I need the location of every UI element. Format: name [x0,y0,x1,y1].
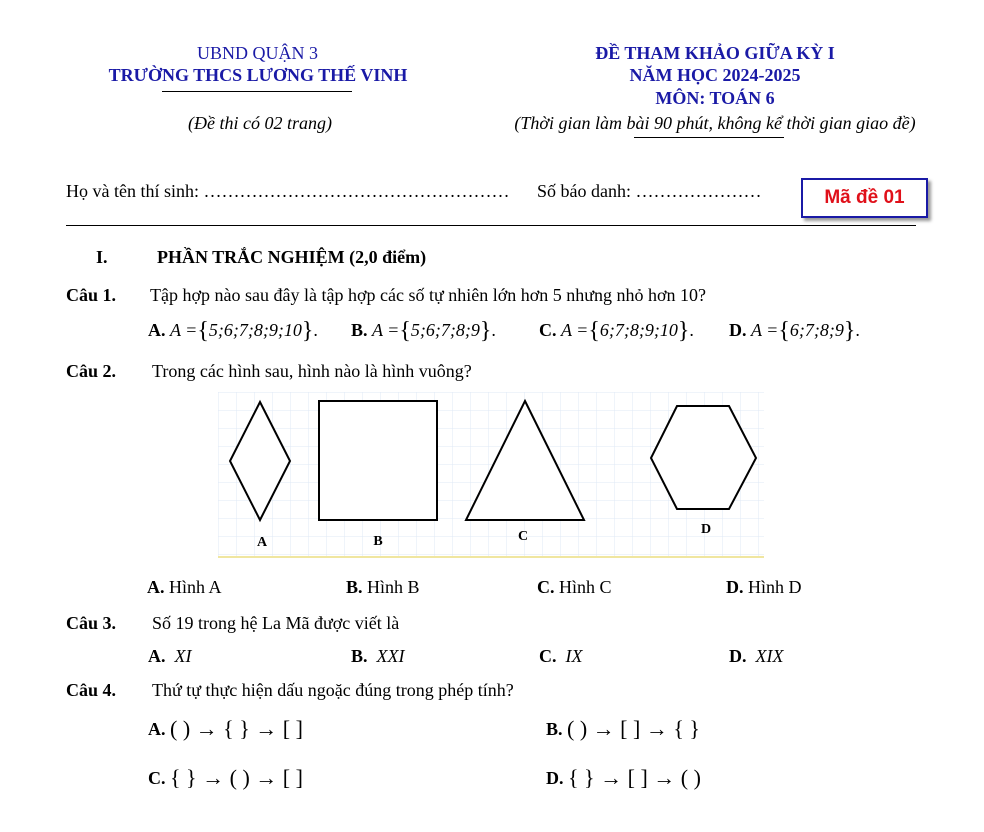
page-count-note: (Đề thi có 02 trang) [188,113,332,133]
q1-option-d[interactable]: D. A ={6;7;8;9}. [729,318,860,344]
figure-label-c: C [517,529,529,544]
time-note: (Thời gian làm bài 90 phút, không kể thời gian giao đề) [514,113,916,133]
figure-label-a: A [256,535,268,550]
exam-title: ĐỀ THAM KHẢO GIỮA KỲ I [595,43,835,63]
question-text: Trong các hình sau, hình nào là hình vuông? [152,361,472,381]
q2-option-a[interactable]: A. Hình A [147,577,222,597]
option-letter: C. [539,320,557,340]
student-id-field: Số báo danh: ………………… [537,181,762,201]
section-number: I. [96,247,108,267]
option-letter: D. [729,320,747,340]
district-name: UBND QUẬN 3 [197,43,318,63]
subject-underline [634,137,784,138]
q2-option-b[interactable]: B. Hình B [346,577,420,597]
q1-option-a[interactable]: A. A ={5;6;7;8;9;10}. [148,318,318,344]
set-name: A = [372,320,400,340]
q1-option-c[interactable]: C. A ={6;7;8;9;10}. [539,318,694,344]
set-name: A = [170,320,198,340]
school-underline [162,91,352,92]
set-content: 5;6;7;8;9;10 [208,320,302,340]
shapes-figure [218,392,764,560]
subject: MÔN: TOÁN 6 [655,88,775,108]
figure-label-b: B [373,534,383,549]
q4-option-a[interactable]: A. ( ) → { } → [ ] [148,716,303,741]
option-letter: B. [351,320,368,340]
exam-code-box: Mã đề 01 [801,178,928,218]
q4-option-b[interactable]: B. ( ) → [ ] → { } [546,716,700,741]
q4-option-c[interactable]: C. { } → ( ) → [ ] [148,765,303,790]
question-text: Tập hợp nào sau đây là tập hợp các số tự nhiên lớn hơn 5 nhưng nhỏ hơn 10? [150,285,706,305]
q3-option-b[interactable]: B. XXI [351,646,405,666]
question-label: Câu 4. [66,680,117,700]
q3-option-c[interactable]: C. IX [539,646,583,666]
info-divider [66,225,916,226]
option-letter: A. [148,320,166,340]
set-name: A = [751,320,779,340]
square-shape [319,401,437,520]
question-label: Câu 1. [66,285,117,305]
q3-option-d[interactable]: D. XIX [729,646,784,666]
student-name-field: Họ và tên thí sinh: …………………………………………… [66,181,510,201]
figure-label-d: D [700,522,712,537]
q3-option-a[interactable]: A. XI [148,646,192,666]
school-year: NĂM HỌC 2024-2025 [629,65,801,85]
set-content: 6;7;8;9 [789,320,844,340]
q2-option-c[interactable]: C. Hình C [537,577,612,597]
set-content: 6;7;8;9;10 [599,320,678,340]
set-content: 5;6;7;8;9 [410,320,480,340]
q2-option-d[interactable]: D. Hình D [726,577,802,597]
q4-option-d[interactable]: D. { } → [ ] → ( ) [546,765,701,790]
question-text: Số 19 trong hệ La Mã được viết là [152,613,400,633]
question-text: Thứ tự thực hiện dấu ngoặc đúng trong phép tính? [152,680,514,700]
section-title: PHẦN TRẮC NGHIỆM (2,0 điểm) [157,247,427,267]
question-label: Câu 2. [66,361,117,381]
set-name: A = [561,320,589,340]
school-name: TRƯỜNG THCS LƯƠNG THẾ VINH [108,65,408,85]
question-label: Câu 3. [66,613,117,633]
q1-option-b[interactable]: B. A ={5;6;7;8;9}. [351,318,496,344]
